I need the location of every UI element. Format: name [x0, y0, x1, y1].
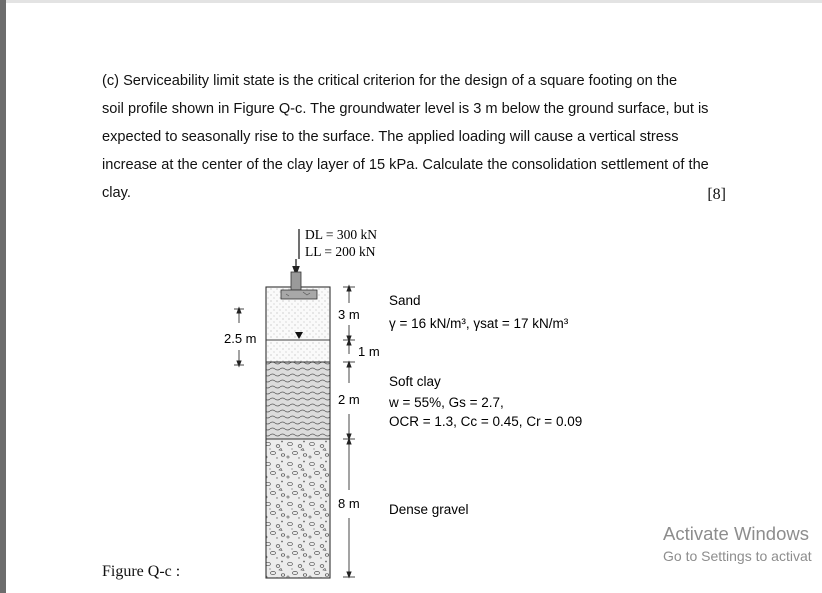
dim-gravel-thickness: 8 m	[338, 496, 360, 511]
sand-layer-saturated	[266, 340, 330, 362]
question-line-4: increase at the center of the clay layer of 15 kPa. Calculate the consolidation settlement of the	[102, 157, 709, 173]
footing-column	[291, 272, 301, 290]
dead-load-label: DL = 300 kN	[305, 227, 377, 242]
gravel-layer-name: Dense gravel	[389, 502, 469, 517]
question-line-3: expected to seasonally rise to the surface. The applied loading will cause a vertical stress	[102, 129, 679, 145]
activate-windows-title: Activate Windows	[663, 523, 809, 544]
question-line-5: clay.	[102, 185, 131, 201]
live-load-label: LL = 200 kN	[305, 244, 376, 259]
dim-clay-thickness: 2 m	[338, 392, 360, 407]
dim-footing-depth: 2.5 m	[224, 331, 257, 346]
marks-label: [8]	[707, 186, 726, 203]
sand-layer-properties: γ = 16 kN/m³, γsat = 17 kN/m³	[389, 316, 569, 331]
question-line-1: (c) Serviceability limit state is the critical criterion for the design of a square footing on the	[102, 73, 678, 89]
sand-layer-name: Sand	[389, 293, 421, 308]
dim-sand-to-water: 3 m	[338, 307, 360, 322]
question-line-2: soil profile shown in Figure Q-c. The groundwater level is 3 m below the ground surface, but is	[102, 101, 709, 117]
clay-layer-name: Soft clay	[389, 374, 441, 389]
gravel-layer	[266, 439, 330, 578]
dim-sand-below-water: 1 m	[358, 344, 380, 359]
clay-layer-properties-2: OCR = 1.3, Cc = 0.45, Cr = 0.09	[389, 414, 583, 429]
activate-windows-subtitle: Go to Settings to activat	[663, 548, 812, 564]
clay-layer	[266, 362, 330, 439]
clay-layer-properties-1: w = 55%, Gs = 2.7,	[389, 395, 504, 410]
figure-caption: Figure Q-c :	[102, 563, 181, 580]
